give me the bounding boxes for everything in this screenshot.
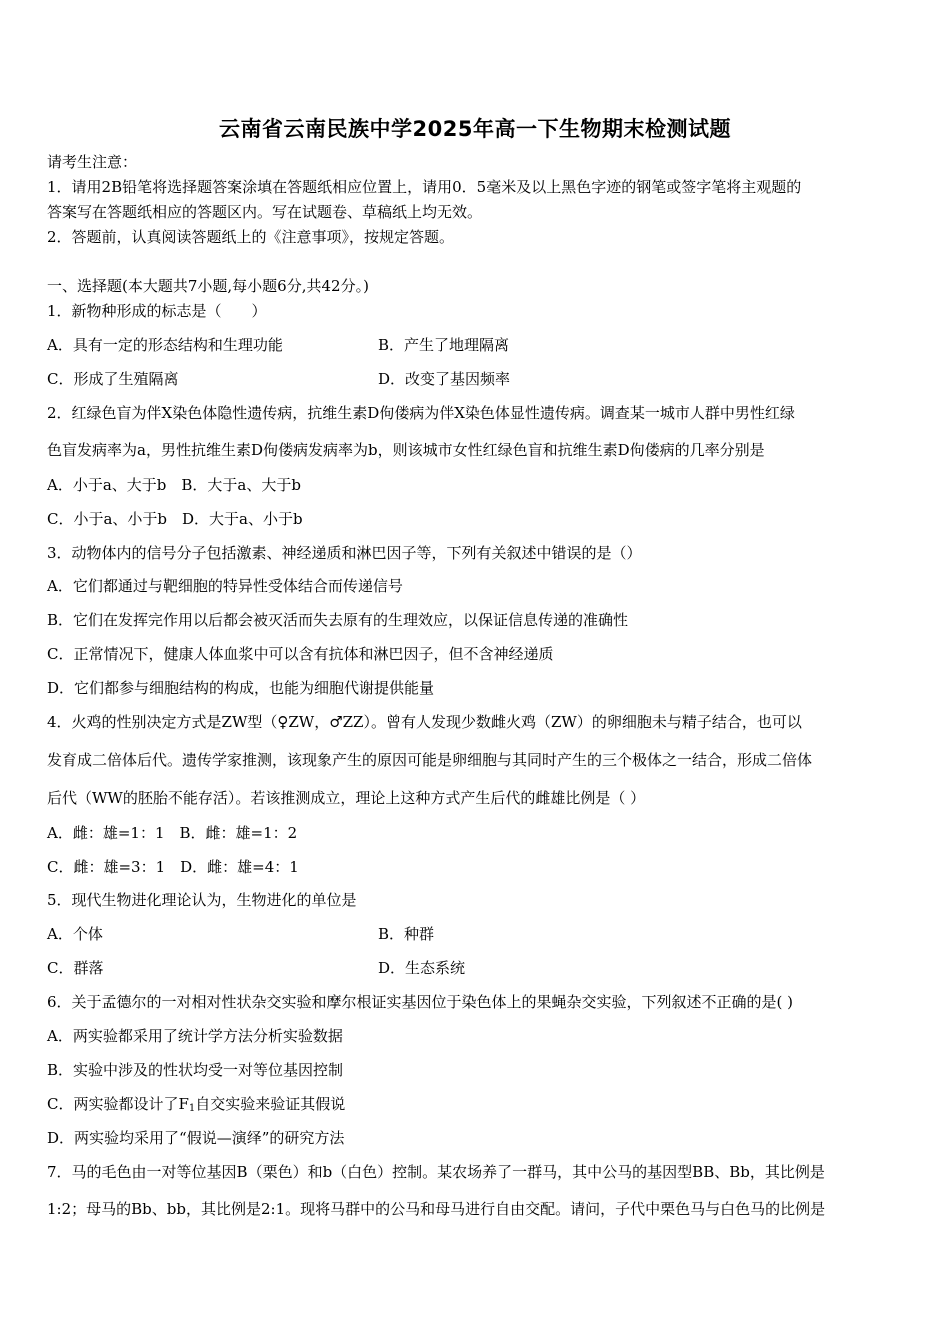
- question-2-stem-line-2: 色盲发病率为a，男性抗维生素D佝偻病发病率为b，则该城市女性红绿色盲和抗维生素D佝偻病的几率分别是: [47, 441, 765, 459]
- question-5-stem: 5．现代生物进化理论认为，生物进化的单位是: [47, 891, 357, 909]
- question-1-option-b: B．产生了地理隔离: [378, 336, 510, 354]
- question-1-option-c: C．形成了生殖隔离: [47, 370, 179, 388]
- question-4-stem-line-1: 4．火鸡的性别决定方式是ZW型（♀ZW，♂ZZ）。曾有人发现少数雌火鸡（ZW）的卵细胞未与精子结合，也可以: [47, 713, 802, 731]
- notice-item-2: 2．答题前，认真阅读答题纸上的《注意事项》，按规定答题。: [47, 228, 455, 246]
- question-5-option-a: A．个体: [47, 925, 103, 943]
- question-6-option-c-prefix: C．两实验都设计了F: [47, 1095, 189, 1113]
- question-6-option-c: [47, 1094, 345, 1119]
- question-1-option-d: D．改变了基因频率: [378, 370, 511, 388]
- question-2-options-cd: C．小于a、小于b D．大于a、小于b: [47, 510, 303, 528]
- page-title: 云南省云南民族中学2025年高一下生物期末检测试题: [219, 117, 731, 141]
- question-1-stem: 1．新物种形成的标志是（ ）: [47, 302, 267, 320]
- question-3-stem: 3．动物体内的信号分子包括激素、神经递质和淋巴因子等，下列有关叙述中错误的是（）: [47, 544, 642, 562]
- question-6-option-d: D．两实验均采用了“假说—演绎”的研究方法: [47, 1129, 345, 1147]
- question-6-option-c-subscript: 1: [188, 1103, 196, 1114]
- question-6-option-b: B．实验中涉及的性状均受一对等位基因控制: [47, 1061, 344, 1079]
- question-6-stem: 6．关于孟德尔的一对相对性状杂交实验和摩尔根证实基因位于染色体上的果蝇杂交实验，下列叙述不正确的是( ): [47, 993, 794, 1011]
- question-3-option-b: B．它们在发挥完作用以后都会被灭活而失去原有的生理效应，以保证信息传递的准确性: [47, 611, 629, 629]
- question-3-option-c: C．正常情况下，健康人体血浆中可以含有抗体和淋巴因子，但不含神经递质: [47, 645, 554, 663]
- question-1-option-a: A．具有一定的形态结构和生理功能: [47, 336, 283, 354]
- question-5-option-d: D．生态系统: [378, 959, 466, 977]
- notice-item-1-line-1: 1．请用2B铅笔将选择题答案涂填在答题纸相应位置上，请用0．5毫米及以上黑色字迹的钢笔或签字笔将主观题的: [47, 178, 802, 196]
- question-4-stem-line-2: 发育成二倍体后代。遗传学家推测，该现象产生的原因可能是卵细胞与其同时产生的三个极体之一结合，形成二倍体: [47, 751, 813, 769]
- question-4-stem-line-3: 后代（WW的胚胎不能存活）。若该推测成立，理论上这种方式产生后代的雌雄比例是（ ）: [47, 789, 646, 807]
- question-7-stem-line-1: 7．马的毛色由一对等位基因B（栗色）和b（白色）控制。某农场养了一群马，其中公马的基因型BB、Bb，其比例是: [47, 1163, 825, 1181]
- question-5-option-b: B．种群: [378, 925, 435, 943]
- question-6-option-c-suffix: 自交实验来验证其假说: [195, 1095, 346, 1113]
- question-2-stem-line-1: 2．红绿色盲为伴X染色体隐性遗传病，抗维生素D佝偻病为伴X染色体显性遗传病。调查某一城市人群中男性红绿: [47, 404, 795, 422]
- question-4-options-cd: C．雌：雄=3：1 D．雌：雄=4：1: [47, 858, 299, 876]
- question-3-option-d: D．它们都参与细胞结构的构成，也能为细胞代谢提供能量: [47, 679, 435, 697]
- notice-item-1-line-2: 答案写在答题纸相应的答题区内。写在试题卷、草稿纸上均无效。: [47, 203, 483, 221]
- question-2-options-ab: A．小于a、大于b B．大于a、大于b: [47, 476, 301, 494]
- question-7-stem-line-2: 1:2；母马的Bb、bb，其比例是2:1。现将马群中的公马和母马进行自由交配。请问，子代中栗色马与白色马的比例是: [47, 1200, 826, 1218]
- question-5-option-c: C．群落: [47, 959, 104, 977]
- section-heading: 一、选择题(本大题共7小题,每小题6分,共42分。): [47, 277, 369, 295]
- question-3-option-a: A．它们都通过与靶细胞的特异性受体结合而传递信号: [47, 577, 403, 595]
- question-6-option-a: A．两实验都采用了统计学方法分析实验数据: [47, 1027, 343, 1045]
- question-4-options-ab: A．雌：雄=1：1 B．雌：雄=1：2: [47, 824, 298, 842]
- notice-heading: 请考生注意：: [47, 153, 138, 171]
